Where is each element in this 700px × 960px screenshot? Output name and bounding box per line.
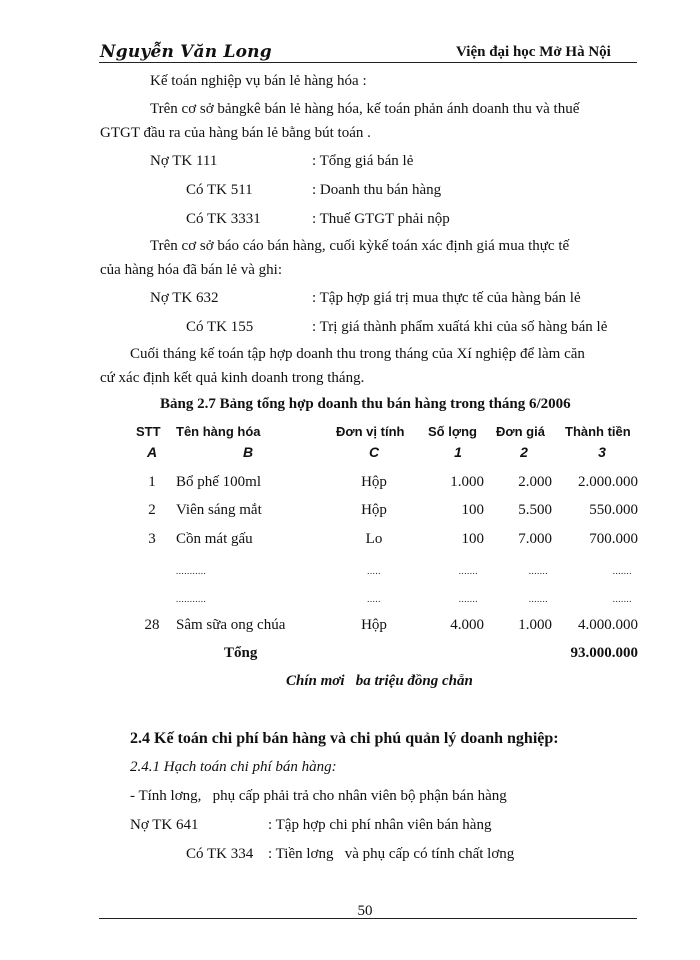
row2-total: 550.000 [589, 502, 638, 518]
row2-qty: 100 [461, 502, 484, 518]
entry1-credit-desc-1: : Doanh thu bán hàng [312, 182, 442, 198]
paragraph3-line-2: cứ xác định kết quả kinh doanh trong tháng. [100, 370, 365, 386]
col-code-unit: C [368, 444, 380, 460]
intro-heading: Kế toán nghiệp vụ bán lẻ hàng hóa : [150, 73, 367, 89]
row28-qty: 4.000 [450, 617, 484, 633]
col-code-price: 2 [520, 444, 528, 460]
ellipsis-row-1-price: ....... [528, 566, 548, 576]
row3-qty: 100 [461, 531, 484, 547]
paragraph3-line-1: Cuối tháng kế toán tập hợp doanh thu trong tháng của Xí nghiệp để làm căn [130, 346, 585, 362]
col-header-name: Tên hàng hóa [176, 424, 261, 439]
col-code-total: 3 [598, 444, 606, 460]
col-header-unit: Đơn vị tính [336, 424, 405, 439]
paragraph2-line-1: Trên cơ sở báo cáo bán hàng, cuối kỳkế toán xác định giá mua thực tế [150, 238, 570, 254]
row28-name: Sâm sữa ong chúa [176, 617, 286, 633]
col-code-stt: A [146, 444, 158, 460]
header-rule [99, 62, 637, 63]
row3-price: 7.000 [518, 531, 552, 547]
row3-stt: 3 [148, 531, 156, 547]
section-entry-debit-desc: : Tập hợp chi phí nhân viên bán hàng [268, 817, 492, 833]
entry1-credit-desc-2: : Thuế GTGT phải nộp [312, 211, 450, 227]
total-value: 93.000.000 [570, 645, 638, 661]
header-author: Nguyễn Văn Long [100, 42, 272, 62]
row1-price: 2.000 [518, 474, 552, 490]
ellipsis-row-2-total: ....... [612, 594, 632, 604]
row3-unit: Lo [365, 531, 383, 547]
row28-unit: Hộp [361, 617, 387, 633]
section-entry-debit-account: Nợ TK 641 [130, 817, 199, 833]
row3-name: Cồn mát gấu [176, 531, 253, 547]
intro-paragraph-line-1: Trên cơ sở bảngkê bán lẻ hàng hóa, kế toán phản ánh doanh thu và thuế [150, 101, 580, 117]
row1-unit: Hộp [361, 474, 387, 490]
row1-name: Bổ phế 100ml [176, 474, 261, 490]
intro-paragraph-line-2: GTGT đầu ra của hàng bán lẻ bằng bút toán . [100, 125, 371, 141]
table-title: Bảng 2.7 Bảng tổng hợp doanh thu bán hàng trong tháng 6/2006 [160, 396, 571, 412]
ellipsis-row-1-qty: ....... [458, 566, 478, 576]
ellipsis-row-1-unit: ..... [367, 566, 381, 576]
row1-total: 2.000.000 [578, 474, 638, 490]
section-bullet: - Tính lơng, phụ cấp phải trả cho nhân viên bộ phận bán hàng [130, 788, 507, 804]
row28-price: 1.000 [518, 617, 552, 633]
row2-name: Viên sáng mắt [176, 502, 262, 518]
row3-total: 700.000 [589, 531, 638, 547]
col-header-qty: Số lợng [428, 424, 477, 439]
entry1-debit-desc: : Tổng giá bán lẻ [312, 153, 414, 169]
section-subheading: 2.4.1 Hạch toán chi phí bán hàng: [130, 759, 337, 775]
entry2-debit-desc: : Tập hợp giá trị mua thực tế của hàng bán lẻ [312, 290, 581, 306]
ellipsis-row-1-name: ........... [176, 566, 207, 576]
entry2-debit-account: Nợ TK 632 [150, 290, 219, 306]
total-label: Tổng [224, 645, 258, 661]
col-code-qty: 1 [454, 444, 462, 460]
entry1-credit-account-2: Có TK 3331 [186, 211, 261, 227]
col-header-total: Thành tiền [565, 424, 631, 439]
row2-price: 5.500 [518, 502, 552, 518]
row1-stt: 1 [148, 474, 156, 490]
row2-unit: Hộp [361, 502, 387, 518]
ellipsis-row-2-name: ........... [176, 594, 207, 604]
row28-stt: 28 [144, 617, 160, 633]
amount-in-words: Chín mơi ba triệu đồng chẵn [286, 673, 473, 689]
page-number: 50 [357, 903, 373, 919]
section-entry-credit-desc: : Tiền lơng và phụ cấp có tính chất lơng [268, 846, 515, 862]
col-header-price: Đơn giá [496, 424, 545, 439]
section-heading: 2.4 Kế toán chi phí bán hàng và chi phú quản lý doanh nghiệp: [130, 730, 559, 747]
col-header-stt: STT [136, 424, 161, 439]
ellipsis-row-1-total: ....... [612, 566, 632, 576]
entry2-credit-desc: : Trị giá thành phẩm xuấtá khi của số hàng bán lẻ [312, 319, 608, 335]
row2-stt: 2 [148, 502, 156, 518]
ellipsis-row-2-price: ....... [528, 594, 548, 604]
ellipsis-row-2-unit: ..... [367, 594, 381, 604]
entry1-debit-account: Nợ TK 111 [150, 153, 218, 169]
row1-qty: 1.000 [450, 474, 484, 490]
ellipsis-row-2-qty: ....... [458, 594, 478, 604]
entry2-credit-account: Có TK 155 [186, 319, 254, 335]
paragraph2-line-2: của hàng hóa đã bán lẻ và ghi: [100, 262, 283, 278]
section-entry-credit-account: Có TK 334 [186, 846, 254, 862]
header-institution: Viện đại học Mở Hà Nội [456, 44, 611, 60]
col-code-name: B [242, 444, 254, 460]
entry1-credit-account-1: Có TK 511 [186, 182, 253, 198]
footer-rule [99, 918, 637, 919]
row28-total: 4.000.000 [578, 617, 638, 633]
